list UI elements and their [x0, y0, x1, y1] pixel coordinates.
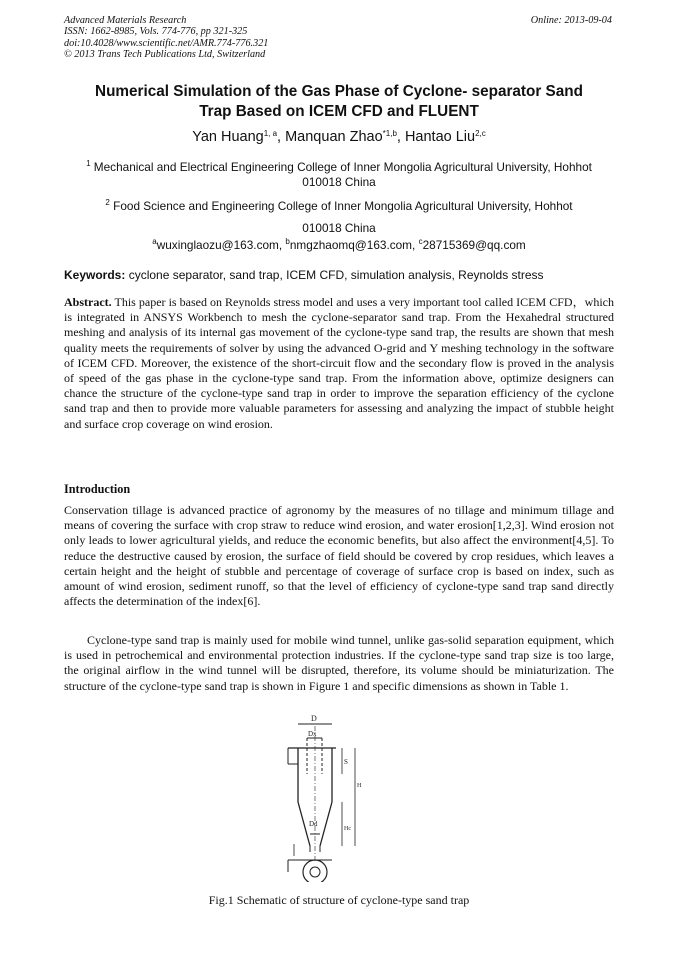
cone-right — [320, 802, 332, 846]
author-2: , Manquan Zhao — [277, 129, 383, 145]
email-c-sup: c — [418, 237, 423, 246]
aff-1-sup: 1 — [86, 159, 91, 168]
keywords-text: cyclone separator, sand trap, ICEM CFD, simulation analysis, Reynolds stress — [125, 268, 544, 282]
title-line-2: Trap Based on ICEM CFD and FLUENT — [199, 103, 479, 120]
label-Dx: Dx — [308, 730, 317, 738]
author-1-sup: 1, a — [263, 129, 278, 138]
keywords — [64, 268, 616, 282]
doi: doi:10.4028/www.scientific.net/AMR.774-776.321 — [64, 37, 269, 49]
journal-name: Advanced Materials Research — [64, 15, 187, 26]
author-3-sup: 2,c — [475, 129, 486, 138]
introduction-heading: Introduction — [64, 482, 131, 496]
author-3: , Hantao Liu — [396, 129, 476, 145]
aff-2-line-2: 010018 China — [302, 221, 376, 235]
journal-header — [64, 15, 268, 60]
intro-paragraph-1: Conservation tillage is advanced practice of agronomy by the measures of no tillage and minimum tillage and means of covering the surface with crop straw to reduce wind erosion, and water erosion[1,2,3]. Wind erosion not only leads to lower agricultural yields, and reduce the economic benefits, but also affect the environment[4,5]. To reduce the destructive caused by erosion, the surface of field should be covered by crop residues, which leaves a certain height and the height of stubble and percentage of coverage of surface crop is based on index, such as amount of wind erosion, sediment runoff, so that the level of efficiency of cyclone-type sand trap sand directly affects the determination of the index[6]. — [64, 503, 614, 609]
online-date: Online: 2013-09-04 — [530, 15, 612, 26]
label-Dd: Dd — [309, 820, 318, 828]
abstract-text: This paper is based on Reynolds stress model and uses a very important tool called ICEM CFD，which is integrated in ANSYS Workbench to mesh the cyclone-separator sand trap. From the Hexahedral structured meshing and analysis of its internal gas movement of the cyclone-type sand trap, the results are shown that mesh quality meets the requirements of solver by using the advanced O-grid and Y meshing technology in the software of ICEM CFD. Moreover, the existence of the short-circuit flow and the secondary flow is proved in the analysis of speed of the gas phase in the cyclone-type sand trap. From the information above, optimize designers can chance the structure of the cyclone-type sand trap in order to improve the separation efficiency of the cyclone sand trap and then to provide more valuable parameters for assessing and analyzing the impact of stubble height and surface crop coverage on wind erosion. — [64, 295, 614, 431]
label-Hc: Hc — [344, 826, 351, 832]
label-H: H — [357, 783, 362, 789]
abstract — [64, 295, 614, 432]
email-c: 28715369@qq.com — [422, 238, 526, 252]
affiliation-1 — [64, 160, 614, 190]
copyright: © 2013 Trans Tech Publications Ltd, Switzerland — [64, 48, 266, 60]
title-line-1: Numerical Simulation of the Gas Phase of Cyclone- separator Sand — [95, 83, 583, 100]
aff-1-line-1: Mechanical and Electrical Engineering College of Inner Mongolia Agricultural University, Hohhot — [90, 160, 592, 174]
email-a-sup: a — [152, 237, 157, 246]
email-line — [64, 238, 614, 253]
aff-2-sup: 2 — [105, 198, 110, 207]
affiliation-2 — [64, 195, 614, 239]
author-2-sup: *1,b — [382, 129, 397, 138]
figure-caption: Fig.1 Schematic of structure of cyclone-type sand trap — [208, 893, 470, 907]
email-a: wuxinglaozu@163.com, — [156, 238, 286, 252]
abstract-label: Abstract. — [64, 295, 112, 309]
aff-2-line-1: Food Science and Engineering College of Inner Mongolia Agricultural University, Hohhot — [109, 199, 573, 213]
keywords-label: Keywords: — [64, 268, 126, 282]
author-1: Yan Huang — [192, 129, 264, 145]
label-S: S — [344, 758, 348, 766]
author-list — [64, 129, 614, 145]
plan-view-body — [303, 860, 327, 882]
email-b-sup: b — [285, 237, 290, 246]
cyclone-sand-trap-diagram — [280, 712, 400, 882]
issn: ISSN: 1662-8985, Vols. 774-776, pp 321-325 — [64, 26, 248, 38]
paper-title — [64, 82, 614, 122]
label-D: D — [311, 714, 317, 723]
plan-view-outlet — [310, 867, 320, 877]
intro-paragraph-2: Cyclone-type sand trap is mainly used for mobile wind tunnel, unlike gas-solid separation equipment, which is used in petrochemical and environmental protection industries. If the cyclone-type sand trap size is too large, the original airflow in the wind tunnel will be disrupted, therefore, its volume should be miniaturization. The structure of the cyclone-type sand trap is shown in Figure 1 and specific dimensions as shown in Table 1. — [64, 633, 614, 693]
aff-1-line-2: 010018 China — [302, 175, 376, 189]
email-b: nmgzhaomq@163.com, — [289, 238, 419, 252]
